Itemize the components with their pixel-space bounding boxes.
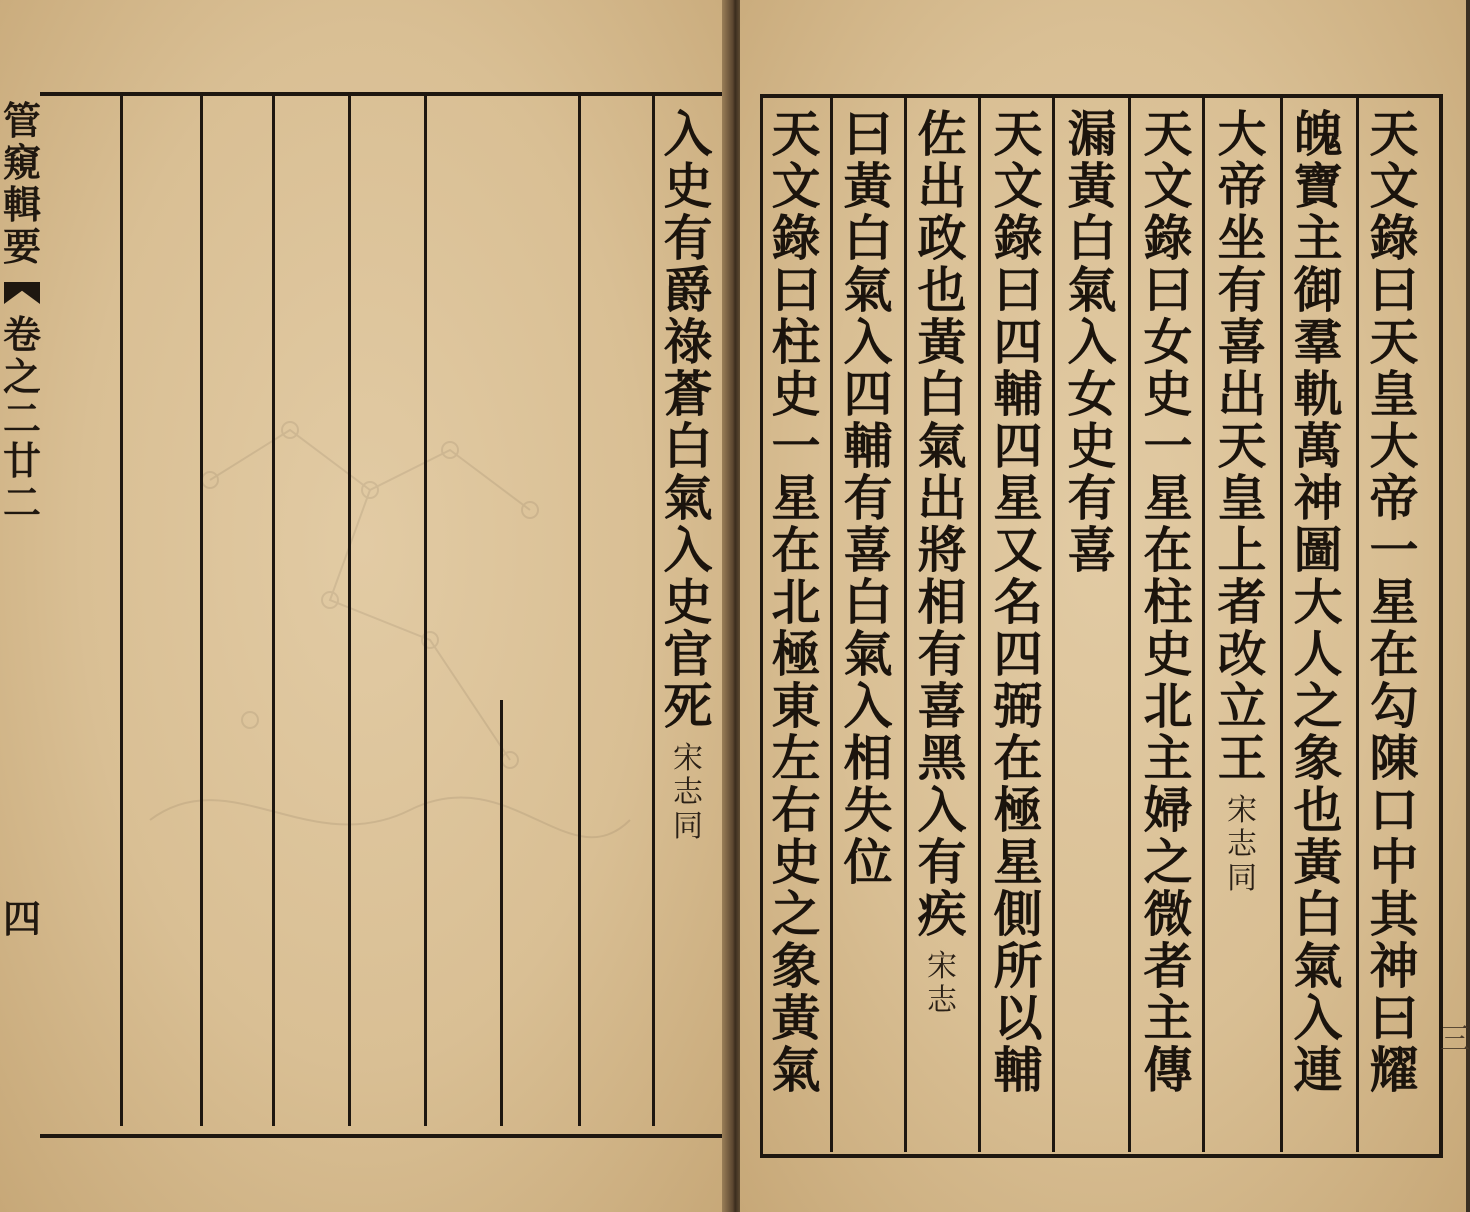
char: 文 [993, 157, 1043, 215]
text-column-5 [1062, 105, 1122, 579]
char: 主 [1293, 209, 1343, 267]
char: 柱 [1143, 573, 1193, 631]
char: 在 [993, 729, 1043, 787]
char: 北 [1143, 677, 1193, 735]
note-char: 志 [1227, 827, 1257, 862]
note-char: 同 [1227, 861, 1257, 896]
spine-char: 卷 [2, 312, 41, 357]
text-column-9 [766, 105, 826, 1099]
char: 輔 [993, 1041, 1043, 1099]
char: 出 [1217, 365, 1267, 423]
char: 主 [1143, 989, 1193, 1047]
text-column-6 [988, 105, 1048, 1099]
column-rule [424, 96, 427, 1126]
column-rule [1280, 98, 1283, 1152]
spine-title [3, 100, 41, 268]
char: 陳 [1369, 729, 1419, 787]
char: 其 [1369, 885, 1419, 943]
char: 所 [993, 937, 1043, 995]
spine-char: 廿 [2, 438, 41, 483]
column-rule [200, 96, 203, 1126]
page-number: 四 [2, 896, 41, 941]
spine-char: 管 [2, 98, 41, 143]
note-char: 志 [927, 983, 957, 1018]
char: 黃 [1293, 833, 1343, 891]
fish-tail-mark [4, 282, 40, 304]
char: 傳 [1143, 1041, 1193, 1099]
column-rule [1356, 98, 1359, 1152]
char: 天 [1143, 105, 1193, 163]
char: 失 [843, 781, 893, 839]
text-column-8 [838, 105, 898, 891]
char: 也 [917, 261, 967, 319]
column-rule [272, 96, 275, 1126]
char: 圖 [1293, 521, 1343, 579]
char: 曰 [1143, 261, 1193, 319]
char: 史 [771, 365, 821, 423]
char: 勾 [1369, 677, 1419, 735]
char: 氣 [663, 469, 713, 527]
char: 黑 [917, 729, 967, 787]
char: 女 [1067, 365, 1117, 423]
char: 氣 [1293, 937, 1343, 995]
text-column-2 [1288, 105, 1348, 1099]
char: 白 [1293, 885, 1343, 943]
char: 萬 [1293, 417, 1343, 475]
column-rule [578, 96, 581, 1126]
char: 四 [993, 417, 1043, 475]
char: 羣 [1293, 313, 1343, 371]
char: 史 [1143, 625, 1193, 683]
char: 輔 [993, 365, 1043, 423]
char: 錄 [1143, 209, 1193, 267]
char: 相 [843, 729, 893, 787]
spine-char: 二 [2, 480, 41, 525]
char: 在 [1143, 521, 1193, 579]
text-column-7 [912, 105, 972, 1018]
char: 者 [1143, 937, 1193, 995]
text-column [658, 105, 718, 844]
note-char: 宋 [673, 741, 703, 776]
char: 星 [993, 833, 1043, 891]
spine-char: 窺 [2, 140, 41, 185]
char: 又 [993, 521, 1043, 579]
char: 曰 [1369, 989, 1419, 1047]
spine-margin [2, 100, 42, 1130]
char: 四 [993, 625, 1043, 683]
char: 有 [1217, 261, 1267, 319]
char: 相 [917, 573, 967, 631]
char: 四 [993, 313, 1043, 371]
char: 疾 [917, 885, 967, 943]
char: 曰 [993, 261, 1043, 319]
column-rule [500, 700, 503, 1126]
char: 連 [1293, 1041, 1343, 1099]
char: 文 [1143, 157, 1193, 215]
char: 之 [1143, 833, 1193, 891]
spine-char: 之 [2, 354, 41, 399]
char: 寶 [1293, 157, 1343, 215]
char: 曰 [843, 105, 893, 163]
char: 政 [917, 209, 967, 267]
char: 立 [1217, 677, 1267, 735]
char: 入 [843, 677, 893, 735]
char: 白 [843, 209, 893, 267]
char: 一 [1369, 521, 1419, 579]
char: 位 [843, 833, 893, 891]
char: 帝 [1369, 469, 1419, 527]
char: 星 [1143, 469, 1193, 527]
char: 喜 [1217, 313, 1267, 371]
char: 史 [1143, 365, 1193, 423]
column-rule [348, 96, 351, 1126]
char: 喜 [917, 677, 967, 735]
char: 漏 [1067, 105, 1117, 163]
char: 文 [1369, 157, 1419, 215]
left-page-frame [40, 92, 728, 1138]
char: 官 [663, 625, 713, 683]
char: 名 [993, 573, 1043, 631]
char: 入 [917, 781, 967, 839]
char: 白 [843, 573, 893, 631]
char: 輔 [843, 417, 893, 475]
char: 神 [1293, 469, 1343, 527]
char: 白 [663, 417, 713, 475]
char: 也 [1293, 781, 1343, 839]
char: 有 [663, 209, 713, 267]
char: 微 [1143, 885, 1193, 943]
char: 黃 [917, 313, 967, 371]
char: 出 [917, 469, 967, 527]
text-column-3 [1212, 105, 1272, 896]
char: 有 [843, 469, 893, 527]
char: 大 [1217, 105, 1267, 163]
char: 入 [1067, 313, 1117, 371]
note-char: 志 [673, 775, 703, 810]
column-rule [1128, 98, 1131, 1152]
char: 史 [771, 833, 821, 891]
char: 中 [1369, 833, 1419, 891]
char: 天 [771, 105, 821, 163]
char: 大 [1369, 417, 1419, 475]
spine-char: 二 [2, 396, 41, 441]
char: 象 [1293, 729, 1343, 787]
char: 軌 [1293, 365, 1343, 423]
char: 黃 [771, 989, 821, 1047]
char: 極 [771, 625, 821, 683]
char: 氣 [1067, 261, 1117, 319]
char: 出 [917, 157, 967, 215]
char: 祿 [663, 313, 713, 371]
char: 婦 [1143, 781, 1193, 839]
source-note [673, 742, 703, 844]
char: 入 [663, 105, 713, 163]
left-page [0, 0, 728, 1212]
char: 天 [1369, 105, 1419, 163]
char: 白 [1067, 209, 1117, 267]
source-note [1227, 794, 1257, 896]
char: 極 [993, 781, 1043, 839]
char: 喜 [1067, 521, 1117, 579]
char: 錄 [1369, 209, 1419, 267]
char: 星 [993, 469, 1043, 527]
char: 有 [1067, 469, 1117, 527]
char: 耀 [1369, 1041, 1419, 1099]
note-char: 宋 [927, 949, 957, 984]
char: 上 [1217, 521, 1267, 579]
char: 在 [1369, 625, 1419, 683]
column-rule [652, 96, 655, 1126]
char: 有 [917, 833, 967, 891]
char: 神 [1369, 937, 1419, 995]
char: 東 [771, 677, 821, 735]
char: 有 [917, 625, 967, 683]
char: 史 [1067, 417, 1117, 475]
char: 文 [771, 157, 821, 215]
char: 錄 [993, 209, 1043, 267]
char: 史 [663, 157, 713, 215]
char: 右 [771, 781, 821, 839]
char: 者 [1217, 573, 1267, 631]
spine-char: 輯 [2, 182, 41, 227]
char: 王 [1217, 729, 1267, 787]
char: 皇 [1369, 365, 1419, 423]
char: 入 [663, 521, 713, 579]
char: 氣 [843, 261, 893, 319]
char: 一 [1143, 417, 1193, 475]
column-rule [120, 96, 123, 1126]
char: 爵 [663, 261, 713, 319]
char: 史 [663, 573, 713, 631]
column-rule [1202, 98, 1205, 1152]
column-rule [830, 98, 833, 1152]
char: 之 [1293, 677, 1343, 735]
char: 死 [663, 677, 713, 735]
char: 氣 [771, 1041, 821, 1099]
char: 入 [1293, 989, 1343, 1047]
char: 御 [1293, 261, 1343, 319]
char: 皇 [1217, 469, 1267, 527]
char: 將 [917, 521, 967, 579]
char: 主 [1143, 729, 1193, 787]
text-column-1 [1364, 105, 1424, 1099]
char: 女 [1143, 313, 1193, 371]
note-char: 同 [673, 809, 703, 844]
char: 象 [771, 937, 821, 995]
char: 人 [1293, 625, 1343, 683]
char: 入 [843, 313, 893, 371]
char: 柱 [771, 313, 821, 371]
text-column-4 [1138, 105, 1198, 1099]
char: 蒼 [663, 365, 713, 423]
note-char: 宋 [1227, 793, 1257, 828]
char: 曰 [771, 261, 821, 319]
char: 天 [993, 105, 1043, 163]
char: 大 [1293, 573, 1343, 631]
char: 左 [771, 729, 821, 787]
char: 四 [843, 365, 893, 423]
char: 星 [1369, 573, 1419, 631]
column-rule [904, 98, 907, 1152]
char: 側 [993, 885, 1043, 943]
char: 黃 [843, 157, 893, 215]
char: 天 [1217, 417, 1267, 475]
spine-volume [3, 314, 41, 524]
char: 黃 [1067, 157, 1117, 215]
char: 坐 [1217, 209, 1267, 267]
page-number: 三 [1440, 1022, 1470, 1057]
column-rule [978, 98, 981, 1152]
char: 北 [771, 573, 821, 631]
char: 氣 [843, 625, 893, 683]
char: 之 [771, 885, 821, 943]
char: 在 [771, 521, 821, 579]
column-rule [1052, 98, 1055, 1152]
char: 以 [993, 989, 1043, 1047]
char: 佐 [917, 105, 967, 163]
char: 星 [771, 469, 821, 527]
char: 曰 [1369, 261, 1419, 319]
char: 弼 [993, 677, 1043, 735]
char: 白 [917, 365, 967, 423]
char: 天 [1369, 313, 1419, 371]
char: 魄 [1293, 105, 1343, 163]
char: 喜 [843, 521, 893, 579]
char: 一 [771, 417, 821, 475]
char: 錄 [771, 209, 821, 267]
char: 口 [1369, 781, 1419, 839]
spine-char: 要 [2, 224, 41, 269]
char: 氣 [917, 417, 967, 475]
char: 帝 [1217, 157, 1267, 215]
source-note [927, 950, 957, 1018]
char: 改 [1217, 625, 1267, 683]
